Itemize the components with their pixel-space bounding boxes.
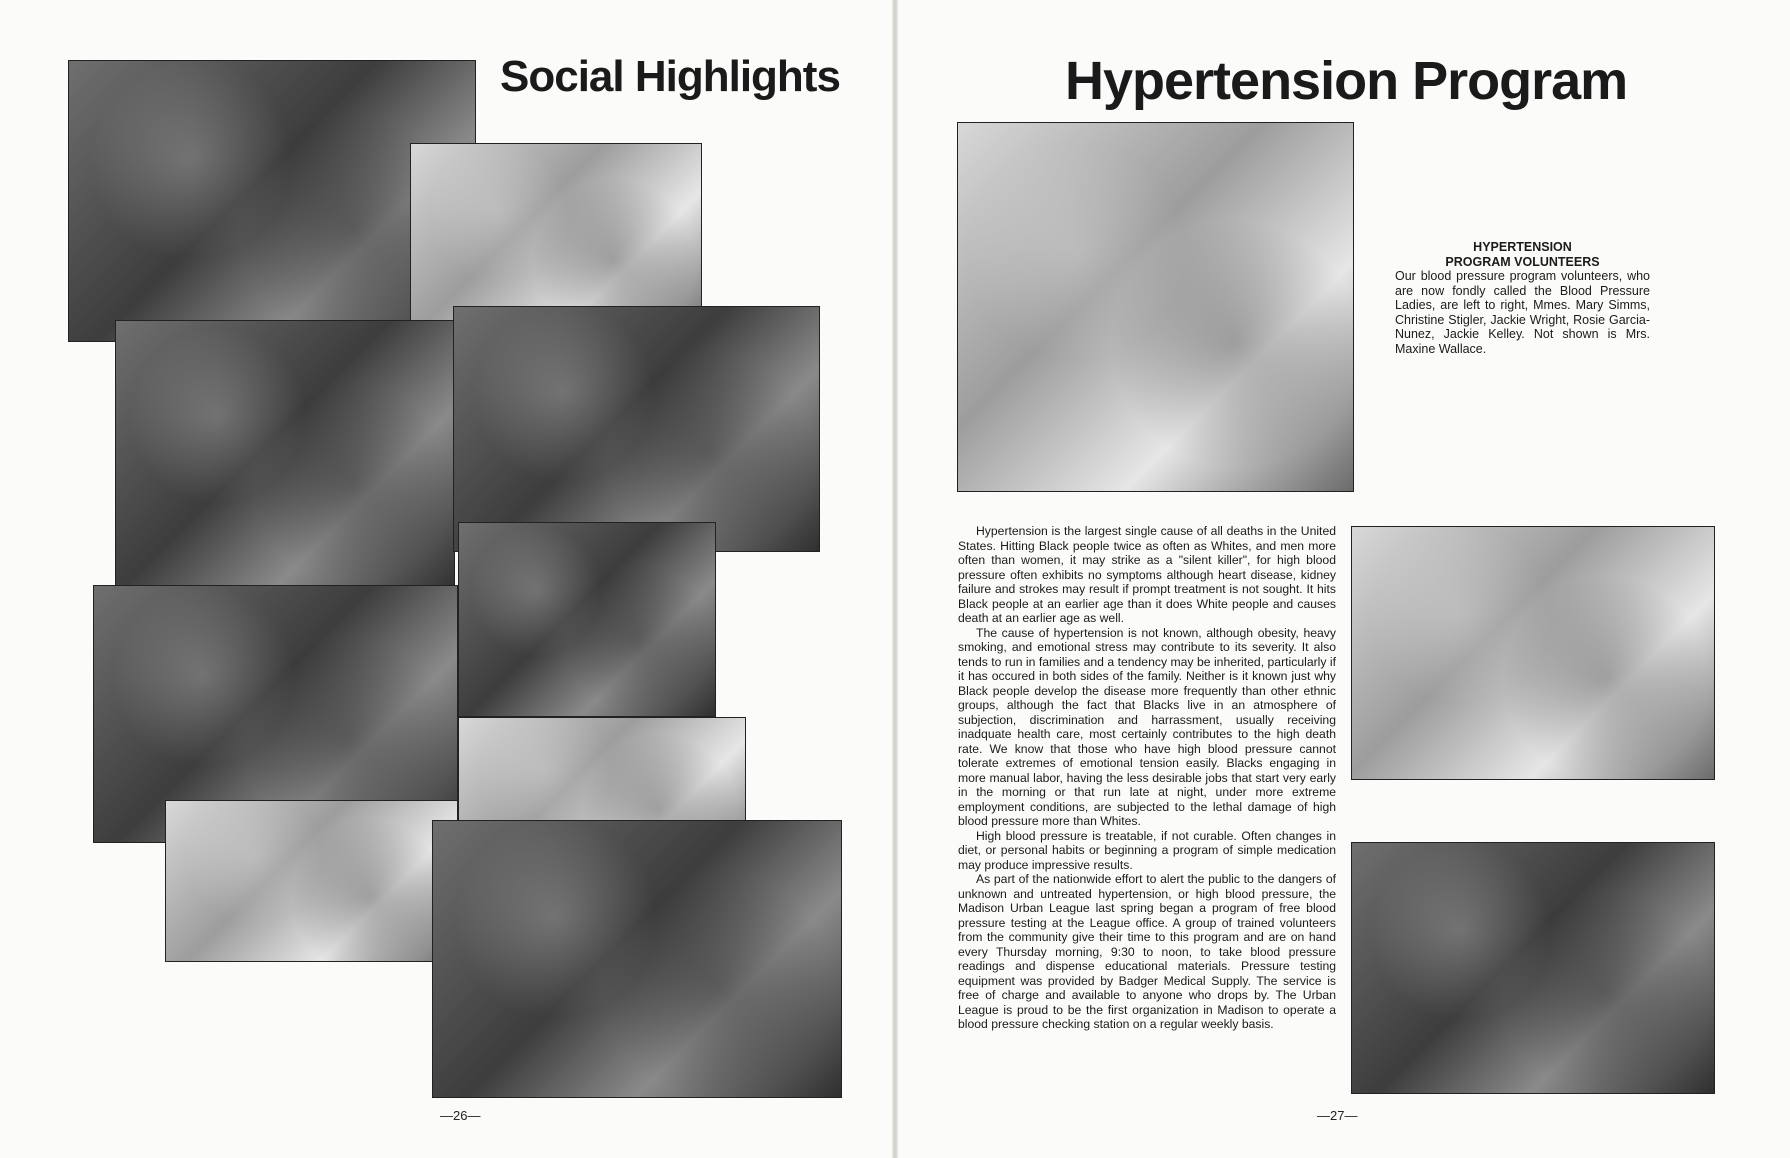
caption-heading-line1: HYPERTENSION: [1473, 240, 1572, 254]
photo-award-plaques: [115, 320, 455, 592]
article-paragraph-1: Hypertension is the largest single cause of all deaths in the United States. Hitting Black people twice as often as Whites, and men more often than women, it may strike as a "silent killer", for high blood pressure often exhibits no symptoms although heart disease, kidney failure and strokes may result if prompt treatment is not sought. It hits Black people at an earlier age than it does White people and causes death at an earlier age as well.: [958, 524, 1336, 625]
caption-body: Our blood pressure program volunteers, who are now fondly called the Blood Pressure Ladies, are left to right, Mmes. Mary Simms, Christine Stigler, Jackie Wright, Rosie Garcia-Nunez, Jackie Kelley. Not shown is Mrs. Maxine Wallace.: [1395, 269, 1650, 356]
caption-heading-line2: PROGRAM VOLUNTEERS: [1445, 254, 1600, 269]
social-highlights-title: Social Highlights: [500, 52, 840, 101]
photo-men-around-table: [458, 522, 716, 717]
photo-blood-pressure-test-1: [1351, 526, 1715, 780]
photo-airplane-ground: [165, 800, 458, 962]
page-number-26: —26—: [440, 1108, 481, 1123]
page-number-27: —27—: [1317, 1108, 1358, 1123]
volunteers-caption: [1395, 240, 1650, 356]
photo-reception-men: [453, 306, 820, 552]
photo-volunteers-group: [957, 122, 1354, 492]
article-paragraph-2: The cause of hypertension is not known, although obesity, heavy smoking, and emotional stress may contribute to its severity. It also tends to run in families and a tendency may be inherited, particularly if it has occured in both sides of the family. Neither is it known just why Black people develop the disease more frequently than other ethnic groups, although the fact that Blacks live in an atmosphere of subjection, discrimination and harrassment, usually receiving inadquate health care, most certainly contributes to the high death rate. We know that those who have high blood pressure cannot tolerate extremes of emotional tension easily. Blacks engaging in more manual labor, having the less desirable jobs that start very early in the morning or that run late at night, under more extreme employment conditions, are subjected to the lethal damage of high blood pressure more than Whites.: [958, 625, 1336, 828]
hypertension-article: [958, 524, 1336, 1032]
article-paragraph-4: As part of the nationwide effort to alert the public to the dangers of unknown and untreated hypertension, or high blood pressure, the Madison Urban League last spring began a program of free blood pressure testing at the League office. A group of trained volunteers from the community give their time to this program and are on hand every Thursday morning, 9:30 to noon, to take blood pressure readings and dispense educational materials. Pressure testing equipment was provided by Badger Medical Supply. The service is free of charge and available to anyone who drops by. The Urban League is proud to be the first organization in Madison to operate a blood pressure checking station on a regular weekly basis.: [958, 872, 1336, 1031]
hypertension-program-title: Hypertension Program: [1065, 51, 1628, 111]
article-paragraph-3: High blood pressure is treatable, if not curable. Often changes in diet, or personal habits or beginning a program of simple medication may produce impressive results.: [958, 828, 1336, 872]
page-27: [895, 0, 1790, 1158]
photo-blood-pressure-test-2: [1351, 842, 1715, 1094]
photo-banquet-head-table: [432, 820, 842, 1098]
